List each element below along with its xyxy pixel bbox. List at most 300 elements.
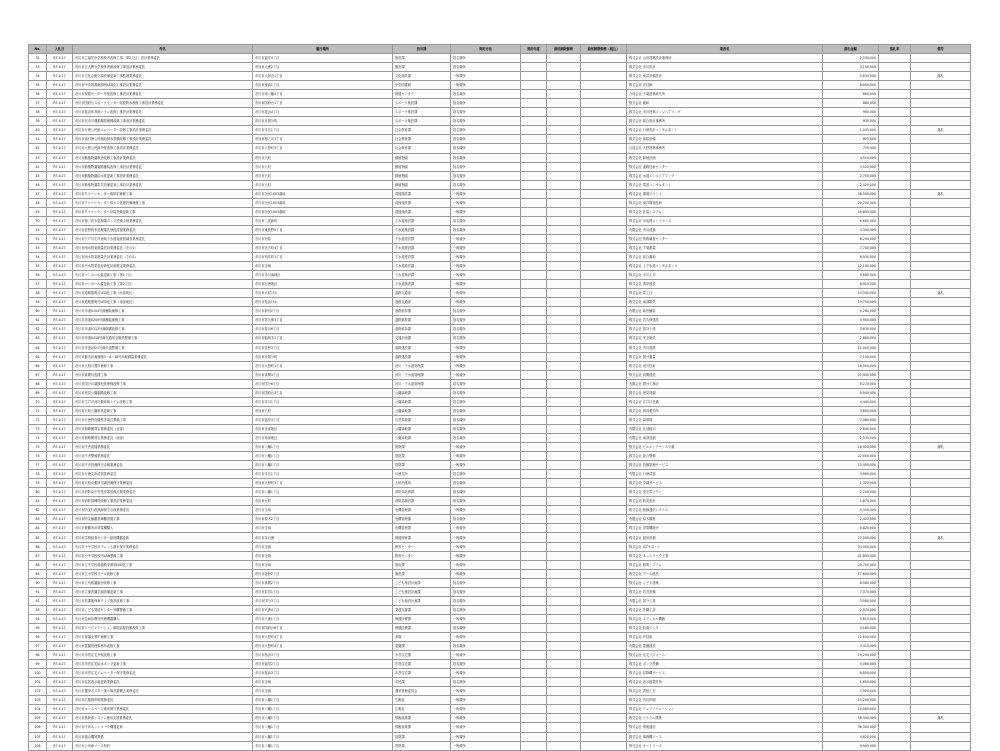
cell-min — [547, 397, 581, 406]
cell-date: R7.4.17 — [47, 243, 73, 252]
cell-min — [547, 705, 581, 714]
cell-amount: 5,830,000 — [823, 72, 879, 81]
cell-note — [911, 216, 971, 225]
cell-date: R7.4.17 — [47, 171, 73, 180]
cell-vendor: 合同会社 千葉建築研究所 — [627, 90, 823, 99]
cell-min-tax — [581, 705, 627, 714]
cell-name: 市川市急病診療所医療機器購入 — [73, 614, 253, 623]
table-row — [29, 298, 971, 307]
cell-rate — [879, 678, 911, 687]
cell-year — [521, 687, 547, 696]
cell-note — [911, 343, 971, 352]
cell-dept: 下水道施設課 — [393, 225, 451, 234]
table-row — [29, 126, 971, 135]
bid-results-table — [28, 44, 971, 751]
cell-rate — [879, 90, 911, 99]
cell-note — [911, 379, 971, 388]
table-row — [29, 225, 971, 234]
cell-place: 市川市柏井町1丁目 — [253, 253, 393, 262]
cell-min — [547, 99, 581, 108]
cell-place: 市川市大野町3丁目 — [253, 144, 393, 153]
table-row — [29, 723, 971, 732]
cell-vendor: 株式会社 空調サービス — [627, 479, 823, 488]
cell-year — [521, 443, 547, 452]
cell-name: 市川市雨水管渠測量設計業務委託（その1） — [73, 243, 253, 252]
cell-name: 市川市ホームページ運用保守業務委託 — [73, 705, 253, 714]
cell-year — [521, 614, 547, 623]
cell-rate — [879, 144, 911, 153]
cell-amount: 24,200,000 — [823, 198, 879, 207]
cell-rate — [879, 542, 911, 551]
cell-min — [547, 696, 581, 705]
cell-place: 市川市国府台1丁目 — [253, 99, 393, 108]
table-row — [29, 524, 971, 533]
cell-note — [911, 479, 971, 488]
cell-min-tax — [581, 126, 627, 135]
cell-min — [547, 605, 581, 614]
cell-dept: こども施設計画課 — [393, 596, 451, 605]
cell-rate — [879, 470, 911, 479]
table-row — [29, 551, 971, 560]
cell-vendor: 株式会社 管路調査センター — [627, 234, 823, 243]
cell-date: R7.4.17 — [47, 415, 73, 424]
cell-place: 市川市真間2丁目 — [253, 578, 393, 587]
cell-no: 74 — [29, 433, 47, 442]
cell-dept: 管財課 — [393, 741, 451, 750]
cell-place: 市川市菅野2丁目 — [253, 569, 393, 578]
cell-name: 市川市北市川運動場管理棟改修工事設計業務委託 — [73, 117, 253, 126]
cell-note — [911, 732, 971, 741]
cell-rate — [879, 406, 911, 415]
cell-year — [521, 262, 547, 271]
table-row — [29, 515, 971, 524]
cell-date: R7.4.17 — [47, 406, 73, 415]
cell-dept: 霊園課 — [393, 642, 451, 651]
cell-method: 指名競争 — [451, 497, 521, 506]
cell-note — [911, 642, 971, 651]
cell-dept: 下水道建設課 — [393, 253, 451, 262]
cell-note: 落札 — [911, 72, 971, 81]
cell-min — [547, 135, 581, 144]
cell-no: 75 — [29, 443, 47, 452]
cell-min — [547, 307, 581, 316]
cell-note — [911, 741, 971, 750]
cell-name: 市川市大野公民館外壁改修工事設計業務委託 — [73, 144, 253, 153]
cell-method: 一般競争 — [451, 651, 521, 660]
table-row — [29, 379, 971, 388]
cell-no: 88 — [29, 560, 47, 569]
cell-name: 市川市放課後保育クラブ施設改修工事 — [73, 596, 253, 605]
cell-vendor: 株式会社 山田建築設計事務所 — [627, 54, 823, 63]
cell-rate — [879, 741, 911, 750]
table-row — [29, 560, 971, 569]
cell-date: R7.4.17 — [47, 633, 73, 642]
cell-no: 48 — [29, 198, 47, 207]
table-row — [29, 424, 971, 433]
cell-method: 指名競争 — [451, 99, 521, 108]
cell-method: 指名競争 — [451, 162, 521, 171]
cell-min — [547, 596, 581, 605]
table-row — [29, 470, 971, 479]
cell-note — [911, 108, 971, 117]
cell-min-tax — [581, 253, 627, 262]
cell-date: R7.4.17 — [47, 271, 73, 280]
cell-min-tax — [581, 216, 627, 225]
cell-place: 市川市南部地区 — [253, 433, 393, 442]
cell-rate — [879, 216, 911, 225]
cell-name: 市川市道路照明灯LED化工事（北部地区） — [73, 289, 253, 298]
cell-no: 105 — [29, 714, 47, 723]
cell-vendor: 株式会社 創和 — [627, 99, 823, 108]
cell-dept: 公園緑地課 — [393, 424, 451, 433]
cell-amount: 12,100,000 — [823, 262, 879, 271]
cell-dept: 下水道建設課 — [393, 243, 451, 252]
cell-name: 市川市庁舎設備保守点検業務委託 — [73, 461, 253, 470]
table-row — [29, 243, 971, 252]
cell-min — [547, 189, 581, 198]
cell-dept: 教育センター — [393, 551, 451, 560]
cell-method: 一般競争 — [451, 741, 521, 750]
cell-no: 45 — [29, 171, 47, 180]
cell-amount: 13,200,000 — [823, 696, 879, 705]
cell-amount: 3,960,000 — [823, 470, 879, 479]
cell-note — [911, 651, 971, 660]
cell-amount: 9,350,000 — [823, 506, 879, 515]
cell-amount: 3,520,000 — [823, 162, 879, 171]
cell-min — [547, 723, 581, 732]
cell-place: 市川市塩浜3丁目 — [253, 651, 393, 660]
cell-amount: 660,000 — [823, 90, 879, 99]
cell-method: 指名競争 — [451, 225, 521, 234]
cell-min-tax — [581, 605, 627, 614]
cell-dept: 保健センター — [393, 90, 451, 99]
cell-year — [521, 171, 547, 180]
cell-dept: 大柏出張所 — [393, 479, 451, 488]
cell-amount: 3,630,000 — [823, 325, 879, 334]
cell-min — [547, 108, 581, 117]
cell-amount: 6,930,000 — [823, 253, 879, 262]
cell-min — [547, 415, 581, 424]
cell-rate — [879, 307, 911, 316]
cell-note — [911, 696, 971, 705]
cell-no: 53 — [29, 243, 47, 252]
cell-rate — [879, 614, 911, 623]
cell-vendor: 株式会社 東洋環境技研 — [627, 198, 823, 207]
cell-min-tax — [581, 171, 627, 180]
cell-amount: 2,530,000 — [823, 433, 879, 442]
cell-note — [911, 234, 971, 243]
cell-date: R7.4.17 — [47, 289, 73, 298]
cell-note — [911, 280, 971, 289]
cell-note — [911, 90, 971, 99]
cell-year — [521, 397, 547, 406]
cell-name: 市川市防災備蓄倉庫棚設置工事 — [73, 515, 253, 524]
cell-note — [911, 551, 971, 560]
cell-min-tax — [581, 669, 627, 678]
cell-no: 95 — [29, 623, 47, 632]
cell-year — [521, 234, 547, 243]
cell-name: 市川市小中学校タブレット端末保守業務委託 — [73, 542, 253, 551]
cell-vendor: 株式会社 住宅リフォーム — [627, 651, 823, 660]
cell-method: 指名競争 — [451, 605, 521, 614]
table-row — [29, 461, 971, 470]
cell-min — [547, 569, 581, 578]
cell-note — [911, 99, 971, 108]
cell-min — [547, 714, 581, 723]
cell-method: 指名競争 — [451, 424, 521, 433]
table-row — [29, 198, 971, 207]
cell-dept: 管財課 — [393, 732, 451, 741]
cell-no: 54 — [29, 253, 47, 262]
cell-amount: 6,270,000 — [823, 379, 879, 388]
cell-min — [547, 234, 581, 243]
cell-date: R7.4.17 — [47, 397, 73, 406]
cell-year — [521, 633, 547, 642]
cell-min-tax — [581, 189, 627, 198]
cell-name: 市川市市道0418号線交通安全施設整備工事 — [73, 334, 253, 343]
table-row — [29, 623, 971, 632]
cell-vendor: 株式会社 総合設計事務所 — [627, 117, 823, 126]
cell-note — [911, 424, 971, 433]
cell-method: 指名競争 — [451, 108, 521, 117]
table-row — [29, 108, 971, 117]
cell-rate — [879, 198, 911, 207]
cell-note — [911, 334, 971, 343]
cell-vendor: 有限会社 市川清掃 — [627, 225, 823, 234]
cell-vendor: 株式会社 照明システム — [627, 560, 823, 569]
cell-no: 100 — [29, 669, 47, 678]
cell-min-tax — [581, 397, 627, 406]
cell-note: 落札 — [911, 714, 971, 723]
cell-place: 市川市二俣新町 — [253, 216, 393, 225]
cell-note — [911, 705, 971, 714]
cell-name: 市川市行徳野鳥観察舎周辺整備工事 — [73, 415, 253, 424]
cell-place: 市川市河原 — [253, 234, 393, 243]
cell-note — [911, 605, 971, 614]
cell-min — [547, 72, 581, 81]
cell-dept: 文化施設課 — [393, 72, 451, 81]
cell-amount: 2,420,000 — [823, 180, 879, 189]
cell-note — [911, 54, 971, 63]
cell-vendor: 株式会社 総合警備 — [627, 452, 823, 461]
cell-dept: 社会教育課 — [393, 144, 451, 153]
cell-min-tax — [581, 587, 627, 596]
cell-place: 市川市大野町4丁目 — [253, 633, 393, 642]
cell-name: 市川市市道0209号線舗装補修工事 — [73, 316, 253, 325]
cell-vendor: 株式会社 市川印刷 — [627, 696, 823, 705]
cell-rate — [879, 388, 911, 397]
cell-date: R7.4.17 — [47, 253, 73, 262]
cell-rate — [879, 108, 911, 117]
col-header-rate: 落札率 — [879, 45, 911, 54]
cell-min — [547, 225, 581, 234]
cell-no: 36 — [29, 90, 47, 99]
table-row — [29, 633, 971, 642]
cell-date: R7.4.17 — [47, 660, 73, 669]
cell-amount: 38,500,000 — [823, 189, 879, 198]
col-header-place: 履行場所 — [253, 45, 393, 54]
cell-min-tax — [581, 696, 627, 705]
cell-vendor: 株式会社 ウェブソリューション — [627, 705, 823, 714]
cell-rate — [879, 623, 911, 632]
table-row — [29, 488, 971, 497]
cell-no: 89 — [29, 569, 47, 578]
cell-date: R7.4.17 — [47, 180, 73, 189]
cell-no: 71 — [29, 406, 47, 415]
cell-min-tax — [581, 207, 627, 216]
cell-min-tax — [581, 741, 627, 750]
cell-min — [547, 325, 581, 334]
cell-min-tax — [581, 334, 627, 343]
cell-min — [547, 660, 581, 669]
cell-min — [547, 63, 581, 72]
cell-rate — [879, 515, 911, 524]
cell-amount: 36,300,000 — [823, 723, 879, 732]
table-row — [29, 479, 971, 488]
cell-rate — [879, 605, 911, 614]
cell-dept: 公園緑地課 — [393, 433, 451, 442]
cell-amount: 58,300,000 — [823, 714, 879, 723]
cell-name: 市川市小中学校校内LAN整備工事 — [73, 551, 253, 560]
table-row — [29, 334, 971, 343]
cell-rate — [879, 126, 911, 135]
cell-no: 51 — [29, 225, 47, 234]
cell-min-tax — [581, 723, 627, 732]
cell-min — [547, 90, 581, 99]
cell-dept: 道路建設課 — [393, 352, 451, 361]
cell-date: R7.4.17 — [47, 714, 73, 723]
cell-no: 78 — [29, 470, 47, 479]
cell-year — [521, 352, 547, 361]
cell-min — [547, 651, 581, 660]
cell-no: 91 — [29, 587, 47, 596]
cell-note — [911, 307, 971, 316]
cell-min-tax — [581, 135, 627, 144]
cell-method: 一般競争 — [451, 234, 521, 243]
cell-min-tax — [581, 452, 627, 461]
cell-no: 44 — [29, 162, 47, 171]
cell-name: 市川市行徳支所清掃業務委託 — [73, 470, 253, 479]
cell-date: R7.4.17 — [47, 207, 73, 216]
cell-date: R7.4.17 — [47, 533, 73, 542]
cell-year — [521, 723, 547, 732]
cell-rate — [879, 316, 911, 325]
cell-vendor: 有限会社 国分工務店 — [627, 379, 823, 388]
cell-dept: 清掃施設課 — [393, 207, 451, 216]
cell-year — [521, 253, 547, 262]
table-row — [29, 569, 971, 578]
table-row — [29, 253, 971, 262]
cell-name: 市川市都市計画道路3・4・18号用地測量業務委託 — [73, 352, 253, 361]
cell-vendor: 株式会社 無線通信システム — [627, 506, 823, 515]
cell-vendor: 株式会社 水道エンジニアリング — [627, 171, 823, 180]
cell-date: R7.4.17 — [47, 424, 73, 433]
cell-year — [521, 678, 547, 687]
cell-year — [521, 198, 547, 207]
table-row — [29, 81, 971, 90]
cell-note — [911, 63, 971, 72]
cell-amount: 41,800,000 — [823, 551, 879, 560]
cell-dept: 施設課 — [393, 63, 451, 72]
cell-min-tax — [581, 361, 627, 370]
cell-name: 市川市広報紙印刷業務委託 — [73, 696, 253, 705]
cell-place: 市川市全域 — [253, 551, 393, 560]
cell-min-tax — [581, 162, 627, 171]
cell-method: 指名競争 — [451, 388, 521, 397]
cell-place: 市川市大町 — [253, 171, 393, 180]
cell-min-tax — [581, 352, 627, 361]
cell-year — [521, 705, 547, 714]
cell-amount: 19,250,000 — [823, 651, 879, 660]
cell-rate — [879, 660, 911, 669]
cell-place: 市川市八幡1丁目 — [253, 741, 393, 750]
cell-min-tax — [581, 180, 627, 189]
cell-dept: 発達支援課 — [393, 605, 451, 614]
cell-date: R7.4.17 — [47, 135, 73, 144]
cell-min-tax — [581, 144, 627, 153]
cell-amount: 7,370,000 — [823, 587, 879, 596]
cell-amount: 21,450,000 — [823, 370, 879, 379]
cell-name: 市川市街路樹剪定業務委託（南部） — [73, 433, 253, 442]
cell-dept: 河川・下水道管理課 — [393, 361, 451, 370]
cell-no: 63 — [29, 334, 47, 343]
cell-year — [521, 424, 547, 433]
cell-min-tax — [581, 542, 627, 551]
cell-no: 77 — [29, 461, 47, 470]
cell-method: 指名競争 — [451, 180, 521, 189]
cell-method: 一般競争 — [451, 569, 521, 578]
bid-results-sheet — [28, 44, 970, 751]
cell-note — [911, 135, 971, 144]
cell-year — [521, 533, 547, 542]
cell-date: R7.4.17 — [47, 614, 73, 623]
cell-amount: 1,320,000 — [823, 479, 879, 488]
cell-vendor: 株式会社 発電機販売 — [627, 524, 823, 533]
cell-rate — [879, 714, 911, 723]
table-row — [29, 135, 971, 144]
cell-min-tax — [581, 99, 627, 108]
cell-place: 市川市大野町1丁目 — [253, 361, 393, 370]
cell-year — [521, 144, 547, 153]
table-row — [29, 578, 971, 587]
cell-vendor: 株式会社 行徳設計コンサルタント — [627, 126, 823, 135]
cell-amount: 17,600,000 — [823, 569, 879, 578]
cell-min-tax — [581, 388, 627, 397]
cell-note — [911, 678, 971, 687]
cell-rate — [879, 334, 911, 343]
cell-dept: 保健医療課 — [393, 614, 451, 623]
cell-name: 市川市動植物園給水管更新工事設計業務委託 — [73, 171, 253, 180]
cell-vendor: 株式会社 オートリース — [627, 741, 823, 750]
cell-min — [547, 461, 581, 470]
cell-min — [547, 262, 581, 271]
table-row — [29, 370, 971, 379]
cell-year — [521, 669, 547, 678]
cell-rate — [879, 479, 911, 488]
cell-dept: 市営住宅課 — [393, 651, 451, 660]
cell-place: 市川市国府台3丁目 — [253, 388, 393, 397]
cell-no: 42 — [29, 144, 47, 153]
cell-vendor: 株式会社 市川道路 — [627, 343, 823, 352]
cell-amount: 18,920,000 — [823, 443, 879, 452]
cell-date: R7.4.17 — [47, 687, 73, 696]
cell-date: R7.4.17 — [47, 678, 73, 687]
cell-min — [547, 443, 581, 452]
cell-no: 69 — [29, 388, 47, 397]
cell-place: 市川市南八幡4丁目 — [253, 90, 393, 99]
cell-place: 市川市塩浜3丁目 — [253, 669, 393, 678]
cell-method: 一般競争 — [451, 370, 521, 379]
